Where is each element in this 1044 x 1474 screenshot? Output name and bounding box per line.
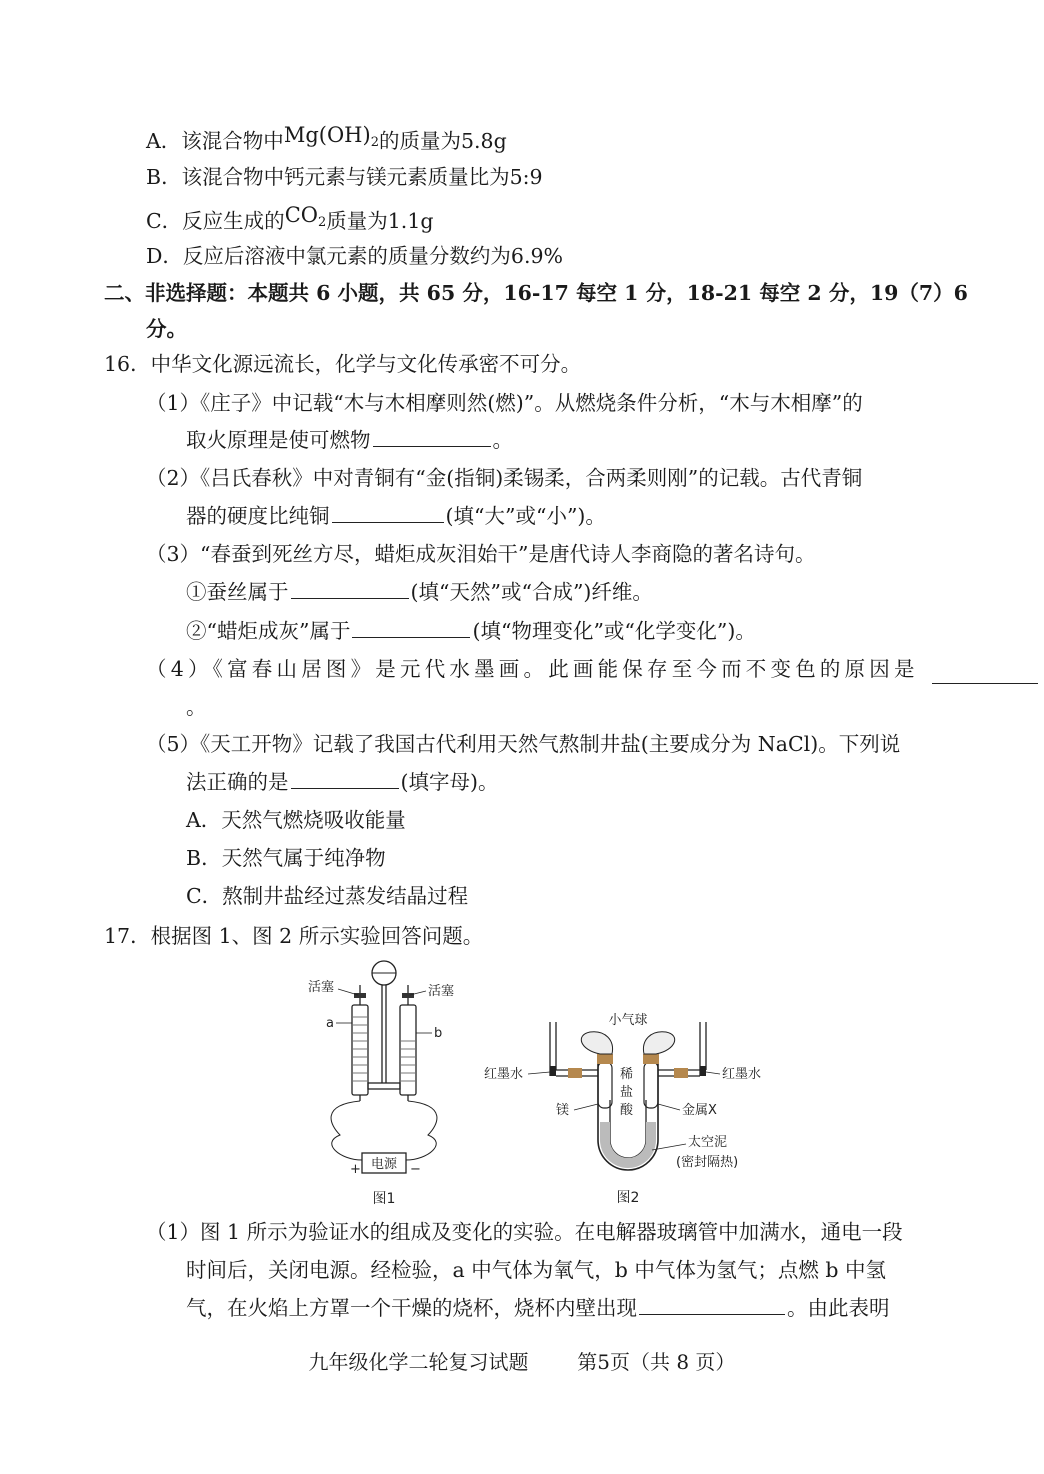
- red-ink-left-label: 红墨水: [484, 1067, 524, 1082]
- footer-title: 九年级化学二轮复习试题: [308, 1350, 529, 1374]
- figure-2-u-tube-apparatus: [470, 1010, 790, 1210]
- q15-option-a: [146, 121, 507, 157]
- answer-blank[interactable]: [373, 426, 491, 447]
- space-mud-label: 太空泥: [688, 1135, 728, 1150]
- text: 气，在火焰上方罩一个干燥的烧杯，烧杯内壁出现: [186, 1296, 637, 1320]
- q15-option-b: B．该混合物中钙元素与镁元素质量比为5:9: [146, 165, 543, 189]
- q16-part3-line1: （3）“春蚕到死丝方尽，蜡炬成灰泪始干”是唐代诗人李商隐的著名诗句。: [146, 542, 816, 566]
- option-text: A．该混合物中: [146, 129, 284, 153]
- section-heading: 二、非选择题：本题共 6 小题，共 65 分，16-17 每空 1 分，18-21 每空 2 分，19（7）6: [104, 281, 968, 305]
- text: （4）《富春山居图》是元代水墨画。此画能保存至今而不变色的原因是: [146, 657, 919, 681]
- metal-x-label: 金属X: [682, 1103, 717, 1118]
- text: 器的硬度比纯铜: [186, 504, 330, 528]
- balloon-label: 小气球: [608, 1013, 648, 1028]
- figure-2-caption: 图2: [616, 1190, 640, 1206]
- text: (填“天然”或“合成”)纤维。: [410, 580, 653, 604]
- q16-part1-line1: （1）《庄子》中记载“木与木相摩则然(燃)”。从燃烧条件分析，“木与木相摩”的: [146, 391, 863, 415]
- text: ①蚕丝属于: [186, 580, 289, 604]
- chem-formula: [284, 203, 327, 230]
- chem-main: CO: [284, 203, 318, 227]
- q16-part3-sub1: [186, 578, 653, 606]
- option-text: 的质量为5.8g: [378, 129, 507, 153]
- q17-part1-line3: [186, 1294, 890, 1322]
- q16-part5-option-b: B．天然气属于纯净物: [186, 846, 386, 870]
- section-heading-cont: 分。: [146, 317, 187, 341]
- q16-part4-line2: 。: [186, 695, 207, 719]
- q16-stem: 16．中华文化源远流长，化学与文化传承密不可分。: [104, 352, 582, 376]
- chem-sub: 2: [317, 215, 327, 230]
- tube-b-label: b: [434, 1026, 443, 1041]
- q16-part3-sub2: [186, 617, 756, 645]
- acid-label-1: 稀: [620, 1067, 634, 1082]
- valve-left-label: 活塞: [308, 980, 335, 995]
- q16-part5-line1: （5）《天工开物》记载了我国古代利用天然气熬制井盐(主要成分为 NaCl)。下列说: [146, 732, 901, 756]
- magnesium-label: 镁: [556, 1103, 570, 1118]
- figure-1-caption: 图1: [372, 1191, 396, 1207]
- page-footer: [0, 1346, 1044, 1375]
- valve-right-label: 活塞: [428, 984, 455, 999]
- q15-option-d: D．反应后溶液中氯元素的质量分数约为6.9%: [146, 244, 564, 268]
- text: (填字母)。: [400, 770, 499, 794]
- figure-1-electrolysis-apparatus: [300, 955, 470, 1210]
- footer-page-number: 第5页（共 8 页）: [577, 1350, 736, 1374]
- acid-label-3: 酸: [620, 1103, 634, 1118]
- answer-blank[interactable]: [352, 617, 470, 638]
- plus-label: +: [350, 1162, 361, 1177]
- text: ②“蜡炬成灰”属于: [186, 619, 351, 643]
- tube-a-label: a: [326, 1016, 334, 1031]
- q16-part2-line2: [186, 502, 606, 530]
- q15-option-c: [146, 201, 434, 237]
- text: 。: [492, 428, 513, 452]
- text: (填“大”或“小”)。: [445, 504, 606, 528]
- chem-sub: 2: [370, 135, 379, 150]
- q17-part1-line1: （1）图 1 所示为验证水的组成及变化的实验。在电解器玻璃管中加满水，通电一段: [146, 1220, 903, 1244]
- option-text: 质量为1.1g: [326, 209, 434, 233]
- q16-part5-option-c: C．熬制井盐经过蒸发结晶过程: [186, 884, 469, 908]
- acid-label-2: 盐: [620, 1085, 634, 1100]
- answer-blank[interactable]: [639, 1294, 785, 1315]
- text: (填“物理变化”或“化学变化”)。: [472, 619, 756, 643]
- q16-part1-line2: [186, 426, 513, 454]
- text: 法正确的是: [186, 770, 289, 794]
- q16-part5-option-a: A．天然气燃烧吸收能量: [186, 808, 406, 832]
- answer-blank[interactable]: [291, 578, 409, 599]
- chem-formula: [283, 123, 379, 150]
- q17-stem: 17．根据图 1、图 2 所示实验回答问题。: [104, 924, 484, 948]
- text: 。由此表明: [787, 1296, 890, 1320]
- chem-main: Mg(OH): [283, 123, 371, 147]
- minus-label: −: [410, 1162, 421, 1177]
- q17-part1-line2: 时间后，关闭电源。经检验，a 中气体为氧气，b 中气体为氢气；点燃 b 中氢: [186, 1258, 887, 1282]
- q16-part4-line1: [146, 655, 919, 683]
- q16-part2-line1: （2）《吕氏春秋》中对青铜有“金(指铜)柔锡柔，合两柔则刚”的记载。古代青铜: [146, 466, 863, 490]
- space-mud-note: (密封隔热): [676, 1155, 739, 1170]
- answer-blank[interactable]: [332, 502, 444, 523]
- q16-part5-line2: [186, 768, 499, 796]
- power-label: 电源: [370, 1157, 398, 1172]
- option-text: C．反应生成的: [146, 209, 285, 233]
- text: 取火原理是使可燃物: [186, 428, 371, 452]
- answer-blank[interactable]: [932, 663, 1038, 684]
- answer-blank[interactable]: [291, 768, 399, 789]
- red-ink-right-label: 红墨水: [722, 1067, 762, 1082]
